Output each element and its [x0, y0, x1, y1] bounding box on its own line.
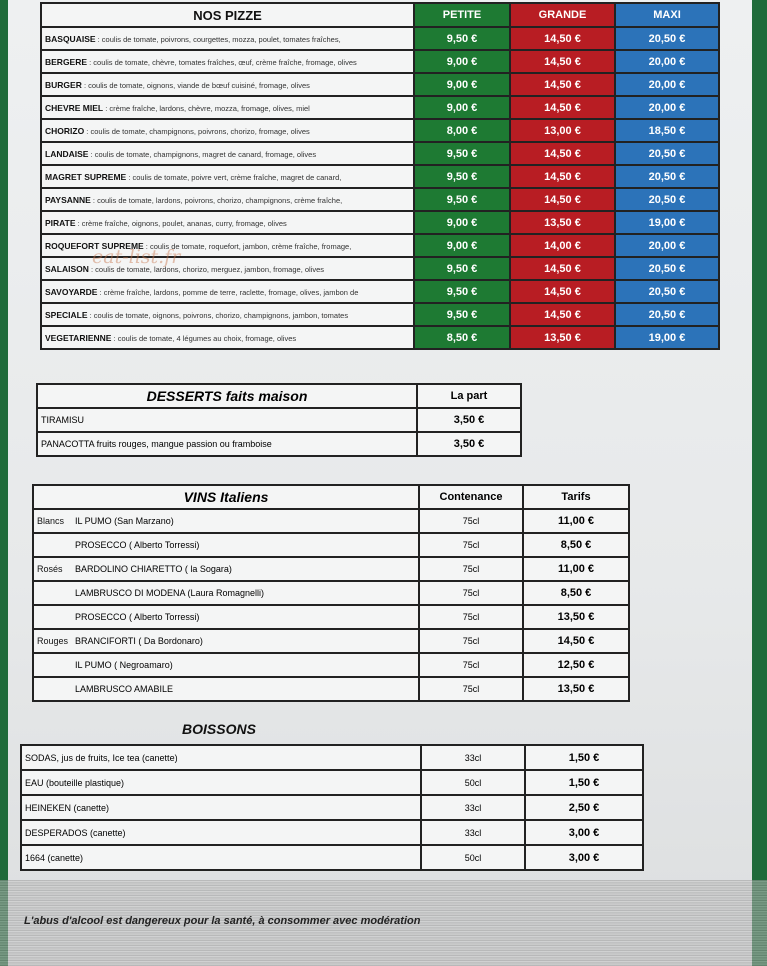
price-maxi: 20,00 € — [615, 96, 719, 119]
price-maxi: 18,50 € — [615, 119, 719, 142]
wine-volume: 75cl — [419, 629, 523, 653]
price-grande: 13,50 € — [510, 211, 615, 234]
pizza-name-cell — [41, 96, 414, 119]
wine-name-cell — [33, 509, 419, 533]
wine-volume: 75cl — [419, 605, 523, 629]
pizza-name: CHEVRE MIEL — [45, 102, 104, 113]
pizza-row — [41, 96, 719, 119]
drink-name: HEINEKEN (canette) — [21, 795, 421, 820]
wine-name-cell — [33, 581, 419, 605]
price-petite: 9,00 € — [414, 73, 510, 96]
dessert-row — [37, 432, 521, 456]
pizza-row — [41, 119, 719, 142]
desserts-table — [36, 383, 522, 457]
price-grande: 13,00 € — [510, 119, 615, 142]
wine-volume: 75cl — [419, 581, 523, 605]
wine-price: 13,50 € — [523, 677, 629, 701]
wine-row — [33, 533, 629, 557]
price-maxi: 20,00 € — [615, 234, 719, 257]
pizza-description: : coulis de tomate, lardons, chorizo, merguez, jambon, fromage, olives — [91, 264, 325, 274]
wine-name-cell — [33, 533, 419, 557]
wine-row — [33, 629, 629, 653]
wine-name-cell — [33, 629, 419, 653]
drink-volume: 50cl — [421, 845, 525, 870]
pizza-name: ROQUEFORT SUPREME — [45, 240, 144, 251]
drink-volume: 33cl — [421, 745, 525, 770]
col-tarifs: Tarifs — [523, 485, 629, 509]
pizza-row — [41, 73, 719, 96]
wine-category: Blancs — [37, 516, 65, 526]
wine-name-cell — [33, 653, 419, 677]
drink-row — [21, 845, 643, 870]
wine-volume: 75cl — [419, 533, 523, 557]
wine-price: 12,50 € — [523, 653, 629, 677]
pizza-name-cell — [41, 27, 414, 50]
pizza-description: : coulis de tomate, champignons, poivrons, chorizo, fromage, olives — [86, 126, 310, 136]
price-maxi: 19,00 € — [615, 211, 719, 234]
wine-category: Rouges — [37, 636, 69, 646]
price-petite: 9,50 € — [414, 188, 510, 211]
pizza-description: : coulis de tomate, roquefort, jambon, crème fraîche, fromage, — [145, 241, 352, 251]
price-grande: 14,50 € — [510, 257, 615, 280]
pizza-description: : coulis de tomate, poivre vert, crème fraîche, magret de canard, — [128, 172, 342, 182]
drink-volume: 50cl — [421, 770, 525, 795]
pizza-name: SALAISON — [45, 263, 89, 274]
pizza-name-cell — [41, 326, 414, 349]
vins-title: VINS Italiens — [33, 485, 419, 509]
wine-volume: 75cl — [419, 677, 523, 701]
pizza-description: : coulis de tomate, oignons, poivrons, chorizo, champignons, jambon, tomates — [89, 310, 349, 320]
wine-row — [33, 677, 629, 701]
pizza-description: : coulis de tomate, chèvre, tomates fraîches, œuf, crème fraîche, fromage, olives — [89, 57, 357, 67]
pizza-name: CHORIZO — [45, 125, 85, 136]
boissons-table — [20, 744, 644, 871]
wine-price: 8,50 € — [523, 581, 629, 605]
wine-price: 11,00 € — [523, 557, 629, 581]
drink-name: EAU (bouteille plastique) — [21, 770, 421, 795]
price-petite: 9,00 € — [414, 211, 510, 234]
wine-row — [33, 509, 629, 533]
boissons-title: BOISSONS — [182, 721, 256, 737]
price-petite: 9,00 € — [414, 234, 510, 257]
price-grande: 14,00 € — [510, 234, 615, 257]
pizza-name-cell — [41, 119, 414, 142]
price-petite: 9,50 € — [414, 280, 510, 303]
pizza-description: : coulis de tomate, poivrons, courgettes, mozza, poulet, tomates fraîches, — [97, 34, 341, 44]
wine-row — [33, 581, 629, 605]
price-maxi: 20,50 € — [615, 188, 719, 211]
price-grande: 14,50 € — [510, 27, 615, 50]
price-maxi: 20,50 € — [615, 27, 719, 50]
drink-row — [21, 745, 643, 770]
col-la-part: La part — [417, 384, 521, 408]
pizza-name-cell — [41, 165, 414, 188]
price-petite: 9,50 € — [414, 165, 510, 188]
pizza-name: SAVOYARDE — [45, 286, 98, 297]
pizza-name-cell — [41, 280, 414, 303]
wine-name: LAMBRUSCO AMABILE — [75, 684, 174, 694]
drink-price: 1,50 € — [525, 770, 643, 795]
price-maxi: 20,50 € — [615, 142, 719, 165]
pizza-description: : coulis de tomate, champignons, magret de canard, fromage, olives — [90, 149, 317, 159]
pizza-name-cell — [41, 50, 414, 73]
vins-header-row — [33, 485, 629, 509]
wine-name: BRANCIFORTI ( Da Bordonaro) — [75, 636, 203, 646]
price-petite: 8,00 € — [414, 119, 510, 142]
wine-volume: 75cl — [419, 653, 523, 677]
price-petite: 9,00 € — [414, 50, 510, 73]
price-petite: 9,00 € — [414, 96, 510, 119]
pizza-header-row — [41, 3, 719, 27]
pizza-name-cell — [41, 303, 414, 326]
pizza-name: PAYSANNE — [45, 194, 91, 205]
price-grande: 14,50 € — [510, 96, 615, 119]
drink-name: DESPERADOS (canette) — [21, 820, 421, 845]
price-petite: 8,50 € — [414, 326, 510, 349]
pizza-name: MAGRET SUPREME — [45, 171, 127, 182]
price-maxi: 20,50 € — [615, 280, 719, 303]
pizza-row — [41, 303, 719, 326]
pizza-name-cell — [41, 142, 414, 165]
wine-price: 11,00 € — [523, 509, 629, 533]
wine-price: 8,50 € — [523, 533, 629, 557]
price-maxi: 20,00 € — [615, 50, 719, 73]
dessert-name: TIRAMISU — [37, 408, 417, 432]
pizza-row — [41, 50, 719, 73]
wine-name-cell — [33, 557, 419, 581]
wine-name: PROSECCO ( Alberto Torressi) — [75, 540, 200, 550]
wine-category: Rosés — [37, 564, 63, 574]
pizza-row — [41, 326, 719, 349]
drink-price: 3,00 € — [525, 820, 643, 845]
pizza-name: LANDAISE — [45, 148, 89, 159]
drink-name: 1664 (canette) — [21, 845, 421, 870]
pizza-name: BURGER — [45, 79, 82, 90]
pizza-description: : coulis de tomate, oignons, viande de bœuf cuisiné, fromage, olives — [83, 80, 310, 90]
drink-name: SODAS, jus de fruits, Ice tea (canette) — [21, 745, 421, 770]
drink-row — [21, 820, 643, 845]
col-grande: GRANDE — [510, 3, 615, 27]
wine-name-cell — [33, 605, 419, 629]
price-grande: 14,50 € — [510, 188, 615, 211]
wine-name-cell — [33, 677, 419, 701]
pizza-row — [41, 142, 719, 165]
price-petite: 9,50 € — [414, 257, 510, 280]
wine-volume: 75cl — [419, 509, 523, 533]
price-grande: 14,50 € — [510, 280, 615, 303]
price-maxi: 19,00 € — [615, 326, 719, 349]
pizza-name: BASQUAISE — [45, 33, 96, 44]
wine-row — [33, 605, 629, 629]
price-petite: 9,50 € — [414, 27, 510, 50]
price-petite: 9,50 € — [414, 303, 510, 326]
pizza-name: SPECIALE — [45, 309, 88, 320]
pizza-description: : crème fraîche, lardons, pomme de terre, raclette, fromage, olives, jambon de — [99, 287, 359, 297]
price-maxi: 20,50 € — [615, 257, 719, 280]
wine-price: 13,50 € — [523, 605, 629, 629]
watermark: eat-list.fr — [92, 246, 181, 268]
drink-price: 3,00 € — [525, 845, 643, 870]
wine-row — [33, 653, 629, 677]
pizza-description: : coulis de tomate, 4 légumes au choix, fromage, olives — [113, 333, 297, 343]
pizza-description: : crème fraîche, oignons, poulet, ananas, curry, fromage, olives — [77, 218, 287, 228]
wine-name: PROSECCO ( Alberto Torressi) — [75, 612, 200, 622]
pizza-name-cell — [41, 211, 414, 234]
dessert-price: 3,50 € — [417, 408, 521, 432]
pizza-row — [41, 280, 719, 303]
price-grande: 14,50 € — [510, 50, 615, 73]
col-petite: PETITE — [414, 3, 510, 27]
desserts-title: DESSERTS faits maison — [37, 384, 417, 408]
wine-name: IL PUMO ( Negroamaro) — [75, 660, 173, 670]
pizza-table — [40, 2, 720, 350]
col-contenance: Contenance — [419, 485, 523, 509]
price-petite: 9,50 € — [414, 142, 510, 165]
desserts-header-row — [37, 384, 521, 408]
price-grande: 13,50 € — [510, 326, 615, 349]
col-maxi: MAXI — [615, 3, 719, 27]
price-maxi: 20,50 € — [615, 303, 719, 326]
pizza-row — [41, 27, 719, 50]
pizza-title: NOS PIZZE — [41, 3, 414, 27]
price-maxi: 20,50 € — [615, 165, 719, 188]
vins-table — [32, 484, 630, 702]
pizza-name: PIRATE — [45, 217, 76, 228]
price-maxi: 20,00 € — [615, 73, 719, 96]
drink-volume: 33cl — [421, 820, 525, 845]
pizza-row — [41, 211, 719, 234]
dessert-name: PANACOTTA fruits rouges, mangue passion ou framboise — [37, 432, 417, 456]
pizza-name: BERGERE — [45, 56, 88, 67]
pizza-description: : coulis de tomate, lardons, poivrons, chorizo, champignons, crème fraîche, — [92, 195, 343, 205]
price-grande: 14,50 € — [510, 142, 615, 165]
wine-price: 14,50 € — [523, 629, 629, 653]
price-grande: 14,50 € — [510, 165, 615, 188]
drink-price: 1,50 € — [525, 745, 643, 770]
drink-volume: 33cl — [421, 795, 525, 820]
wine-name: LAMBRUSCO DI MODENA (Laura Romagnelli) — [75, 588, 265, 598]
price-grande: 14,50 € — [510, 73, 615, 96]
pizza-row — [41, 165, 719, 188]
pizza-row — [41, 188, 719, 211]
pizza-name-cell — [41, 73, 414, 96]
wine-name: IL PUMO (San Marzano) — [75, 516, 174, 526]
footer-warning: L'abus d'alcool est dangereux pour la santé, à consommer avec modération — [24, 915, 421, 927]
price-grande: 14,50 € — [510, 303, 615, 326]
wine-name: BARDOLINO CHIARETTO ( la Sogara) — [75, 564, 232, 574]
wine-row — [33, 557, 629, 581]
dessert-price: 3,50 € — [417, 432, 521, 456]
drink-row — [21, 770, 643, 795]
drink-price: 2,50 € — [525, 795, 643, 820]
pizza-name-cell — [41, 188, 414, 211]
drink-row — [21, 795, 643, 820]
pizza-name: VEGETARIENNE — [45, 332, 112, 343]
dessert-row — [37, 408, 521, 432]
wine-volume: 75cl — [419, 557, 523, 581]
pizza-description: : crème fraîche, lardons, chèvre, mozza, fromage, olives, miel — [105, 103, 310, 113]
